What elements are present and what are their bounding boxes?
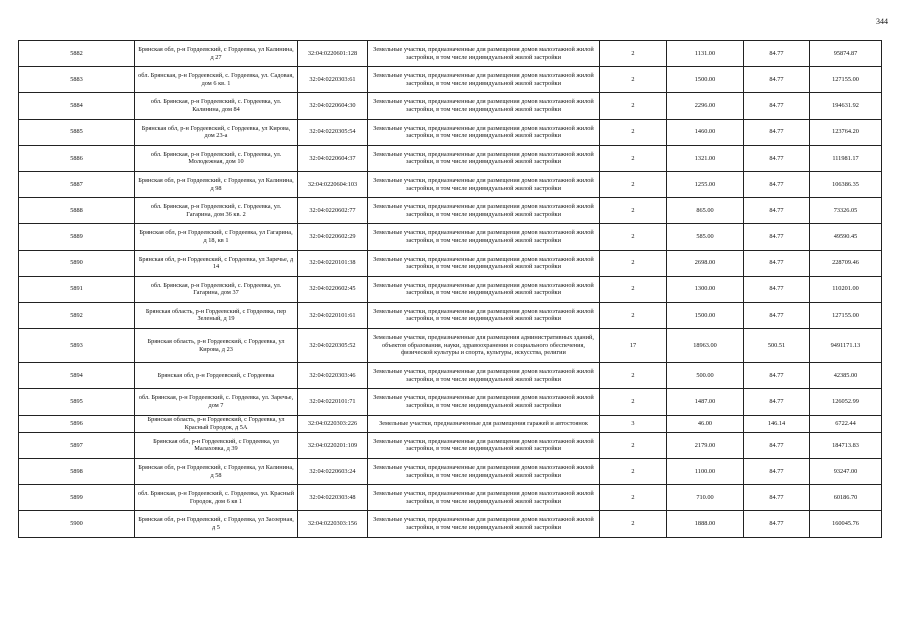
row-specific-value: 84.77	[744, 276, 810, 302]
row-group: 17	[600, 329, 667, 363]
row-area: 2179.00	[667, 432, 744, 458]
row-number: 5882	[19, 41, 135, 67]
row-specific-value: 84.77	[744, 145, 810, 171]
row-area: 46.00	[667, 415, 744, 432]
row-cadastral-number: 32:04:0220604:37	[298, 145, 368, 171]
row-address: обл. Брянская, р-н Гордеевский, с. Гордеевка, ул. Гагарина, дом 36 кв. 2	[135, 198, 298, 224]
row-specific-value: 84.77	[744, 67, 810, 93]
row-area: 710.00	[667, 485, 744, 511]
row-cadastral-value: 6722.44	[810, 415, 882, 432]
row-area: 1460.00	[667, 119, 744, 145]
row-specific-value: 84.77	[744, 171, 810, 197]
row-area: 865.00	[667, 198, 744, 224]
row-address: обл. Брянская, р-н Гордеевский, с. Гордеевка, ул. Садовая, дом 6 кв. 1	[135, 67, 298, 93]
row-group: 2	[600, 41, 667, 67]
row-area: 500.00	[667, 363, 744, 389]
row-specific-value: 84.77	[744, 485, 810, 511]
row-cadastral-value: 194631.92	[810, 93, 882, 119]
row-group: 2	[600, 224, 667, 250]
row-group: 2	[600, 363, 667, 389]
row-cadastral-value: 9491171.13	[810, 329, 882, 363]
row-cadastral-number: 32:04:0220303:226	[298, 415, 368, 432]
row-cadastral-value: 126052.99	[810, 389, 882, 415]
row-group: 2	[600, 93, 667, 119]
table-row	[19, 511, 882, 537]
row-cadastral-value: 42385.00	[810, 363, 882, 389]
row-area: 1100.00	[667, 459, 744, 485]
row-land-use: Земельные участки, предназначенные для размещения домов малоэтажной жилой застройки, в том числе индивидуальной жилой застройки	[368, 511, 600, 537]
row-cadastral-value: 123764.20	[810, 119, 882, 145]
row-group: 2	[600, 511, 667, 537]
row-land-use: Земельные участки, предназначенные для размещения домов малоэтажной жилой застройки, в том числе индивидуальной жилой застройки	[368, 41, 600, 67]
row-cadastral-number: 32:04:0220602:45	[298, 276, 368, 302]
row-group: 2	[600, 67, 667, 93]
table-row	[19, 171, 882, 197]
row-cadastral-value: 49590.45	[810, 224, 882, 250]
row-land-use: Земельные участки, предназначенные для размещения домов малоэтажной жилой застройки, в том числе индивидуальной жилой застройки	[368, 171, 600, 197]
row-area: 1487.00	[667, 389, 744, 415]
row-land-use: Земельные участки, предназначенные для размещения домов малоэтажной жилой застройки, в том числе индивидуальной жилой застройки	[368, 224, 600, 250]
table-row	[19, 329, 882, 363]
table-row	[19, 485, 882, 511]
row-land-use: Земельные участки, предназначенные для размещения домов малоэтажной жилой застройки, в том числе индивидуальной жилой застройки	[368, 485, 600, 511]
row-number: 5896	[19, 415, 135, 432]
row-group: 2	[600, 276, 667, 302]
row-specific-value: 84.77	[744, 432, 810, 458]
row-group: 2	[600, 198, 667, 224]
row-cadastral-number: 32:04:0220602:29	[298, 224, 368, 250]
row-specific-value: 500.51	[744, 329, 810, 363]
row-specific-value: 84.77	[744, 511, 810, 537]
table-row	[19, 459, 882, 485]
row-address: обл. Брянская, р-н Гордеевский, с. Гордеевка, ул. Молодежная, дом 10	[135, 145, 298, 171]
row-specific-value: 84.77	[744, 224, 810, 250]
row-cadastral-value: 73326.05	[810, 198, 882, 224]
row-land-use: Земельные участки, предназначенные для размещения домов малоэтажной жилой застройки, в том числе индивидуальной жилой застройки	[368, 389, 600, 415]
row-address: Брянская область, р-н Гордеевский, с Гордеевка, пер Зеленый, д 19	[135, 302, 298, 328]
row-address: Брянская обл, р-н Гордеевский, с Гордеевка	[135, 363, 298, 389]
row-specific-value: 84.77	[744, 389, 810, 415]
page-number: 344	[876, 17, 888, 26]
row-land-use: Земельные участки, предназначенные для размещения домов малоэтажной жилой застройки, в том числе индивидуальной жилой застройки	[368, 432, 600, 458]
table-row	[19, 145, 882, 171]
table-row	[19, 67, 882, 93]
table-row	[19, 93, 882, 119]
row-cadastral-number: 32:04:0220305:52	[298, 329, 368, 363]
row-land-use: Земельные участки, предназначенные для размещения домов малоэтажной жилой застройки, в том числе индивидуальной жилой застройки	[368, 67, 600, 93]
table-row	[19, 276, 882, 302]
row-group: 2	[600, 432, 667, 458]
row-address: обл. Брянская, р-н Гордеевский, с. Гордеевка, ул. Заречье, дом 7	[135, 389, 298, 415]
table-body	[19, 41, 882, 538]
row-area: 1500.00	[667, 67, 744, 93]
row-number: 5900	[19, 511, 135, 537]
row-land-use: Земельные участки, предназначенные для размещения гаражей и автостоянок	[368, 415, 600, 432]
table-row	[19, 224, 882, 250]
row-group: 2	[600, 302, 667, 328]
row-number: 5886	[19, 145, 135, 171]
row-address: обл. Брянская, р-н Гордеевский, с. Гордеевка, ул. Гагарина, дом 37	[135, 276, 298, 302]
row-number: 5891	[19, 276, 135, 302]
row-land-use: Земельные участки, предназначенные для размещения домов малоэтажной жилой застройки, в том числе индивидуальной жилой застройки	[368, 250, 600, 276]
row-specific-value: 84.77	[744, 250, 810, 276]
row-address: Брянская обл, р-н Гордеевский, с Гордеевка, ул Кирова, дом 23-а	[135, 119, 298, 145]
row-number: 5890	[19, 250, 135, 276]
row-specific-value: 84.77	[744, 41, 810, 67]
row-area: 1500.00	[667, 302, 744, 328]
row-cadastral-number: 32:04:0220201:109	[298, 432, 368, 458]
table-row	[19, 250, 882, 276]
row-land-use: Земельные участки, предназначенные для размещения административных зданий, объектов образования, науки, здравоохранения и социального обеспечения, физической культуры и спорта, культуры, искусства, религии	[368, 329, 600, 363]
row-cadastral-number: 32:04:0220101:61	[298, 302, 368, 328]
row-cadastral-value: 184713.83	[810, 432, 882, 458]
row-address: Брянская обл, р-н Гордеевский, с Гордеевка, ул Калинина, д 27	[135, 41, 298, 67]
row-specific-value: 84.77	[744, 119, 810, 145]
row-number: 5887	[19, 171, 135, 197]
row-cadastral-number: 32:04:0220303:156	[298, 511, 368, 537]
row-land-use: Земельные участки, предназначенные для размещения домов малоэтажной жилой застройки, в том числе индивидуальной жилой застройки	[368, 145, 600, 171]
row-land-use: Земельные участки, предназначенные для размещения домов малоэтажной жилой застройки, в том числе индивидуальной жилой застройки	[368, 119, 600, 145]
row-cadastral-value: 60186.70	[810, 485, 882, 511]
row-address: обл. Брянская, р-н Гордеевский, с. Гордеевка, ул. Красный Городок, дом 6 кв 1	[135, 485, 298, 511]
cadastral-value-table	[18, 40, 882, 538]
row-specific-value: 84.77	[744, 198, 810, 224]
row-land-use: Земельные участки, предназначенные для размещения домов малоэтажной жилой застройки, в том числе индивидуальной жилой застройки	[368, 198, 600, 224]
row-area: 585.00	[667, 224, 744, 250]
row-cadastral-number: 32:04:0220604:103	[298, 171, 368, 197]
row-cadastral-number: 32:04:0220602:77	[298, 198, 368, 224]
table-row	[19, 119, 882, 145]
row-cadastral-value: 127155.00	[810, 302, 882, 328]
row-cadastral-value: 127155.00	[810, 67, 882, 93]
row-address: Брянская обл, р-н Гордеевский, с Гордеевка, ул Калинина, д 98	[135, 171, 298, 197]
table-row	[19, 389, 882, 415]
row-cadastral-number: 32:04:0220303:61	[298, 67, 368, 93]
row-cadastral-value: 93247.00	[810, 459, 882, 485]
row-cadastral-value: 228709.46	[810, 250, 882, 276]
row-specific-value: 84.77	[744, 363, 810, 389]
row-group: 2	[600, 459, 667, 485]
row-cadastral-number: 32:04:0220601:128	[298, 41, 368, 67]
row-cadastral-value: 95874.87	[810, 41, 882, 67]
row-group: 2	[600, 119, 667, 145]
row-number: 5897	[19, 432, 135, 458]
row-area: 18963.00	[667, 329, 744, 363]
row-cadastral-value: 160045.76	[810, 511, 882, 537]
row-group: 3	[600, 415, 667, 432]
row-specific-value: 84.77	[744, 459, 810, 485]
row-address: Брянская обл, р-н Гордеевский, с Гордеевка, ул Заречье, д 14	[135, 250, 298, 276]
table-row	[19, 432, 882, 458]
row-land-use: Земельные участки, предназначенные для размещения домов малоэтажной жилой застройки, в том числе индивидуальной жилой застройки	[368, 276, 600, 302]
row-number: 5889	[19, 224, 135, 250]
row-address: Брянская обл, р-н Гордеевский, с Гордеевка, ул Заозерная, д 5	[135, 511, 298, 537]
row-cadastral-number: 32:04:0220101:38	[298, 250, 368, 276]
row-group: 2	[600, 485, 667, 511]
row-number: 5898	[19, 459, 135, 485]
row-cadastral-value: 111981.17	[810, 145, 882, 171]
table-row	[19, 198, 882, 224]
table-row	[19, 415, 882, 432]
row-address: Брянская обл, р-н Гордеевский, с Гордеевка, ул Калинина, д 58	[135, 459, 298, 485]
row-land-use: Земельные участки, предназначенные для размещения домов малоэтажной жилой застройки, в том числе индивидуальной жилой застройки	[368, 93, 600, 119]
row-number: 5894	[19, 363, 135, 389]
row-area: 2698.00	[667, 250, 744, 276]
row-specific-value: 84.77	[744, 302, 810, 328]
row-address: Брянская обл, р-н Гордеевский, с Гордеевка, ул Гагарина, д 18, кв 1	[135, 224, 298, 250]
row-area: 1131.00	[667, 41, 744, 67]
table-row	[19, 363, 882, 389]
row-number: 5899	[19, 485, 135, 511]
row-area: 1255.00	[667, 171, 744, 197]
table-row	[19, 41, 882, 67]
row-address: обл. Брянская, р-н Гордеевский, с. Гордеевка, ул. Калинина, дом 84	[135, 93, 298, 119]
row-area: 1321.00	[667, 145, 744, 171]
row-cadastral-number: 32:04:0220603:24	[298, 459, 368, 485]
row-specific-value: 146.14	[744, 415, 810, 432]
row-number: 5892	[19, 302, 135, 328]
row-address: Брянская обл, р-н Гордеевский, с Гордеевка, ул Малаховка, д 39	[135, 432, 298, 458]
row-number: 5888	[19, 198, 135, 224]
row-area: 1888.00	[667, 511, 744, 537]
row-group: 2	[600, 389, 667, 415]
table-row	[19, 302, 882, 328]
row-number: 5895	[19, 389, 135, 415]
row-area: 2296.00	[667, 93, 744, 119]
row-land-use: Земельные участки, предназначенные для размещения домов малоэтажной жилой застройки, в том числе индивидуальной жилой застройки	[368, 459, 600, 485]
row-number: 5885	[19, 119, 135, 145]
row-group: 2	[600, 145, 667, 171]
row-cadastral-number: 32:04:0220303:48	[298, 485, 368, 511]
row-cadastral-number: 32:04:0220303:46	[298, 363, 368, 389]
row-address: Брянская область, р-н Гордеевский, с Гордеевка, ул Красный Городок, д 5А	[135, 415, 298, 432]
row-cadastral-number: 32:04:0220101:71	[298, 389, 368, 415]
row-number: 5884	[19, 93, 135, 119]
row-group: 2	[600, 171, 667, 197]
row-group: 2	[600, 250, 667, 276]
row-cadastral-number: 32:04:0220305:54	[298, 119, 368, 145]
row-area: 1300.00	[667, 276, 744, 302]
row-land-use: Земельные участки, предназначенные для размещения домов малоэтажной жилой застройки, в том числе индивидуальной жилой застройки	[368, 363, 600, 389]
row-specific-value: 84.77	[744, 93, 810, 119]
row-cadastral-number: 32:04:0220604:30	[298, 93, 368, 119]
row-number: 5883	[19, 67, 135, 93]
row-cadastral-value: 110201.00	[810, 276, 882, 302]
row-address: Брянская область, р-н Гордеевский, с Гордеевка, ул Кирова, д 23	[135, 329, 298, 363]
row-land-use: Земельные участки, предназначенные для размещения домов малоэтажной жилой застройки, в том числе индивидуальной жилой застройки	[368, 302, 600, 328]
row-cadastral-value: 106386.35	[810, 171, 882, 197]
row-number: 5893	[19, 329, 135, 363]
